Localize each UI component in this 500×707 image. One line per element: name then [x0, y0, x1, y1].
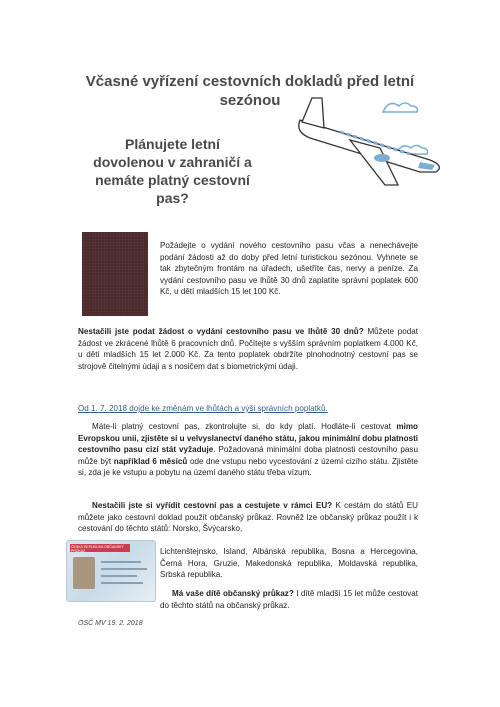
- children-text: I dítě mladší 15 let může cestovat do těchto států na občanský průkaz.: [160, 589, 418, 610]
- footer-note: OSČ MV 19. 2. 2018: [78, 620, 143, 627]
- children-heading: Má vaše dítě občanský průkaz?: [172, 589, 294, 598]
- validity-text-1: Máte-li platný cestovní pas, zkontrolujte si, do kdy platí. Hodláte-li cestovat: [92, 422, 397, 431]
- changes-notice: Od 1. 7. 2018 dojde ke změnám ve lhůtách a výši správních poplatků.: [78, 404, 328, 413]
- section-eu-travel-1: [78, 500, 418, 535]
- airplane-illustration: [290, 90, 450, 200]
- section-validity: [78, 421, 418, 479]
- validity-text-2: . Požadovaná minimální doba platnosti cestovního pasu může být: [78, 445, 418, 466]
- intro-paragraph: Požádejte o vydání nového cestovního pasu včas a nenechávejte podání žádosti až do doby před letní turistickou sezónou. Vyhnete se tak zbytečným frontám na úřadech, ušetříte čas, nervy a peníze. Za vydání cestovního pasu ve lhůtě 30 dnů zaplatíte správní poplatek 600 Kč, u dětí mladších 15 let 100 Kč.: [160, 241, 418, 297]
- validity-bold-1: mimo Evropskou unii, zjistěte si u velvyslanectví daného státu, jakou minimální dobu platnosti cestovního pasu cizí stát vyžaduje: [78, 422, 419, 455]
- eu-travel-heading: Nestačili jste si vyřídit cestovní pas a cestujete v rámci EU?: [92, 501, 333, 510]
- validity-text-3: ode dne vstupu nebo vycestování z území cizího státu. Zjistěte si, zda je ke vstupu a pobytu na území daného státu třeba vízum.: [78, 456, 418, 478]
- passport-image: [82, 232, 148, 316]
- id-card-header: ČESKÁ REPUBLIKA OBČANSKÝ PRŮKAZ: [70, 544, 130, 552]
- subtitle: Plánujete letní dovolenou v zahraničí a nemáte platný cestovní pas?: [93, 136, 252, 206]
- page-title: Včasné vyřízení cestovních dokladů před letní sezónou: [85, 73, 415, 109]
- section-fast-track: [78, 326, 418, 372]
- section-fast-track-heading: Nestačili jste podat žádost o vydání cestovního pasu ve lhůtě 30 dnů?: [78, 327, 364, 336]
- eu-travel-text-1: K cestám do států EU můžete jako cestovní doklad použít občanský průkaz. Rovněž lze občanský průkaz použít i k cestování do těchto států: Norsko, Švýcarsko,: [78, 501, 418, 534]
- id-card-image: [66, 540, 156, 602]
- section-children: [160, 588, 418, 611]
- validity-bold-2: například 6 měsíců: [113, 456, 188, 466]
- section-eu-travel-2: Lichtenštejnsko, Island, Albánská republika, Bosna a Hercegovina, Černá Hora, Gruzie, Makedonská republika, Moldavská republika, Srbská republika.: [160, 547, 418, 580]
- section-fast-track-text: Můžete podat žádost ve zkrácené lhůtě 6 pracovních dnů. Počítejte s vyšším správním poplatkem 4.000 Kč, u dětí mladších 15 let 2.000 Kč. Za tento poplatek obdržíte plnohodnotný cestovní pas se strojově čitelnými údaji a s nosičem dat s biometrickými údaji.: [78, 327, 419, 371]
- id-card-photo: [73, 557, 95, 589]
